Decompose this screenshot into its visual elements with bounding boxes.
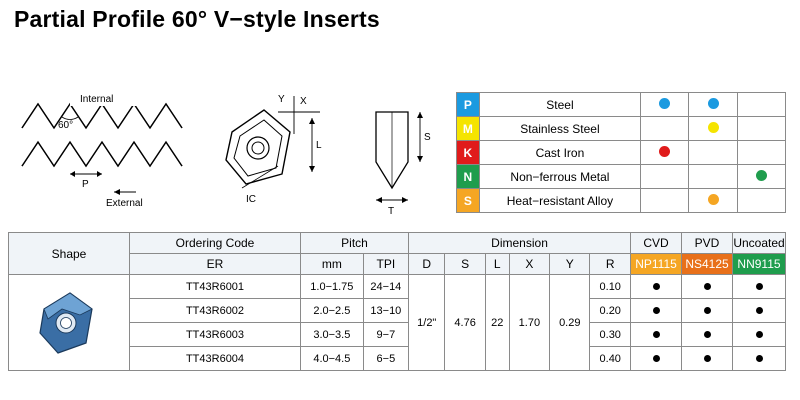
cell-uncoated bbox=[733, 347, 786, 371]
dim-t-label: T bbox=[388, 206, 395, 217]
cell-r: 0.10 bbox=[590, 275, 631, 299]
cell-x: 1.70 bbox=[509, 275, 549, 371]
legend-code-p: P bbox=[457, 93, 480, 117]
spec-table-body bbox=[9, 275, 786, 371]
legend-cvd-s bbox=[641, 189, 689, 213]
availability-dot bbox=[756, 307, 763, 314]
legend-dot bbox=[659, 146, 670, 157]
header-cvd: CVD bbox=[631, 233, 682, 254]
cell-uncoated bbox=[733, 299, 786, 323]
legend-body bbox=[457, 93, 786, 213]
header-ordering-code: Ordering Code bbox=[130, 233, 301, 254]
dim-ic-label: IC bbox=[246, 194, 256, 205]
cell-r: 0.40 bbox=[590, 347, 631, 371]
header-dimension: Dimension bbox=[409, 233, 631, 254]
cell-pvd bbox=[682, 323, 733, 347]
cell-tpi: 24−14 bbox=[363, 275, 408, 299]
cell-uncoated bbox=[733, 323, 786, 347]
cell-pvd bbox=[682, 347, 733, 371]
cell-ordering-code: TT43R6001 bbox=[130, 275, 301, 299]
legend-cvd-k bbox=[641, 141, 689, 165]
availability-dot bbox=[653, 283, 660, 290]
cell-mm: 4.0−4.5 bbox=[301, 347, 364, 371]
cell-r: 0.30 bbox=[590, 323, 631, 347]
legend-pvd-m bbox=[689, 117, 737, 141]
insert-shape-image bbox=[9, 275, 130, 371]
thread-profile-illustration bbox=[18, 88, 198, 218]
availability-dot bbox=[756, 283, 763, 290]
legend-code-k: K bbox=[457, 141, 480, 165]
cell-cvd bbox=[631, 275, 682, 299]
cell-y: 0.29 bbox=[550, 275, 590, 371]
legend-name-s: Heat−resistant Alloy bbox=[479, 189, 640, 213]
insert-sideview-illustration bbox=[352, 88, 442, 218]
header-x: X bbox=[509, 254, 549, 275]
legend-name-p: Steel bbox=[479, 93, 640, 117]
legend-row bbox=[457, 93, 786, 117]
dim-l-label: L bbox=[316, 140, 322, 151]
axis-x-label: X bbox=[300, 96, 307, 107]
header-uncoated: Uncoated bbox=[733, 233, 786, 254]
header-mm: mm bbox=[301, 254, 364, 275]
header-cvd-grade: NP1115 bbox=[631, 254, 682, 275]
insert-shape-icon bbox=[30, 283, 108, 363]
availability-dot bbox=[653, 331, 660, 338]
cell-uncoated bbox=[733, 275, 786, 299]
legend-row bbox=[457, 165, 786, 189]
cell-pvd bbox=[682, 275, 733, 299]
legend-row bbox=[457, 189, 786, 213]
cell-tpi: 13−10 bbox=[363, 299, 408, 323]
cell-l: 22 bbox=[485, 275, 509, 371]
availability-dot bbox=[704, 283, 711, 290]
legend-uncoated-s bbox=[737, 189, 785, 213]
header-r: R bbox=[590, 254, 631, 275]
legend-name-k: Cast Iron bbox=[479, 141, 640, 165]
page-title: Partial Profile 60° V−style Inserts bbox=[14, 6, 380, 32]
availability-dot bbox=[704, 307, 711, 314]
legend-code-m: M bbox=[457, 117, 480, 141]
header-uncoated-grade: NN9115 bbox=[733, 254, 786, 275]
cell-tpi: 9−7 bbox=[363, 323, 408, 347]
header-s: S bbox=[445, 254, 485, 275]
header-pvd-grade: NS4125 bbox=[682, 254, 733, 275]
cell-ordering-code: TT43R6002 bbox=[130, 299, 301, 323]
legend-dot bbox=[708, 98, 719, 109]
header-pvd: PVD bbox=[682, 233, 733, 254]
cell-r: 0.20 bbox=[590, 299, 631, 323]
internal-label: Internal bbox=[80, 94, 114, 105]
legend-name-n: Non−ferrous Metal bbox=[479, 165, 640, 189]
cell-cvd bbox=[631, 299, 682, 323]
cell-s: 4.76 bbox=[445, 275, 485, 371]
cell-pvd bbox=[682, 299, 733, 323]
legend-row bbox=[457, 117, 786, 141]
specification-table bbox=[8, 232, 786, 371]
legend-cvd-p bbox=[641, 93, 689, 117]
legend-dot bbox=[708, 194, 719, 205]
cell-d: 1/2" bbox=[409, 275, 445, 371]
cell-cvd bbox=[631, 323, 682, 347]
material-legend-table bbox=[456, 92, 786, 213]
header-l: L bbox=[485, 254, 509, 275]
legend-uncoated-n bbox=[737, 165, 785, 189]
legend-cvd-n bbox=[641, 165, 689, 189]
insert-topview-illustration bbox=[216, 88, 346, 218]
header-pitch: Pitch bbox=[301, 233, 409, 254]
cell-mm: 2.0−2.5 bbox=[301, 299, 364, 323]
legend-code-n: N bbox=[457, 165, 480, 189]
availability-dot bbox=[756, 331, 763, 338]
legend-row bbox=[457, 141, 786, 165]
availability-dot bbox=[653, 307, 660, 314]
legend-dot bbox=[708, 122, 719, 133]
pitch-label: P bbox=[82, 179, 89, 190]
legend-pvd-n bbox=[689, 165, 737, 189]
table-row bbox=[9, 275, 786, 299]
cell-mm: 3.0−3.5 bbox=[301, 323, 364, 347]
cell-ordering-code: TT43R6004 bbox=[130, 347, 301, 371]
legend-dot bbox=[756, 170, 767, 181]
legend-dot bbox=[659, 98, 670, 109]
cell-cvd bbox=[631, 347, 682, 371]
availability-dot bbox=[756, 355, 763, 362]
spec-header-row-1 bbox=[9, 233, 786, 254]
availability-dot bbox=[653, 355, 660, 362]
legend-pvd-p bbox=[689, 93, 737, 117]
header-d: D bbox=[409, 254, 445, 275]
external-label: External bbox=[106, 198, 143, 209]
dim-s-label: S bbox=[424, 132, 431, 143]
header-y: Y bbox=[550, 254, 590, 275]
cell-mm: 1.0−1.75 bbox=[301, 275, 364, 299]
angle-label: 60° bbox=[58, 120, 74, 131]
legend-pvd-k bbox=[689, 141, 737, 165]
legend-uncoated-p bbox=[737, 93, 785, 117]
header-er: ER bbox=[130, 254, 301, 275]
legend-name-m: Stainless Steel bbox=[479, 117, 640, 141]
availability-dot bbox=[704, 355, 711, 362]
legend-uncoated-m bbox=[737, 117, 785, 141]
cell-ordering-code: TT43R6003 bbox=[130, 323, 301, 347]
legend-pvd-s bbox=[689, 189, 737, 213]
axis-y-label: Y bbox=[278, 94, 285, 105]
legend-uncoated-k bbox=[737, 141, 785, 165]
header-shape: Shape bbox=[9, 233, 130, 275]
availability-dot bbox=[704, 331, 711, 338]
legend-cvd-m bbox=[641, 117, 689, 141]
header-tpi: TPI bbox=[363, 254, 408, 275]
cell-tpi: 6−5 bbox=[363, 347, 408, 371]
spec-table-head bbox=[9, 233, 786, 275]
legend-code-s: S bbox=[457, 189, 480, 213]
